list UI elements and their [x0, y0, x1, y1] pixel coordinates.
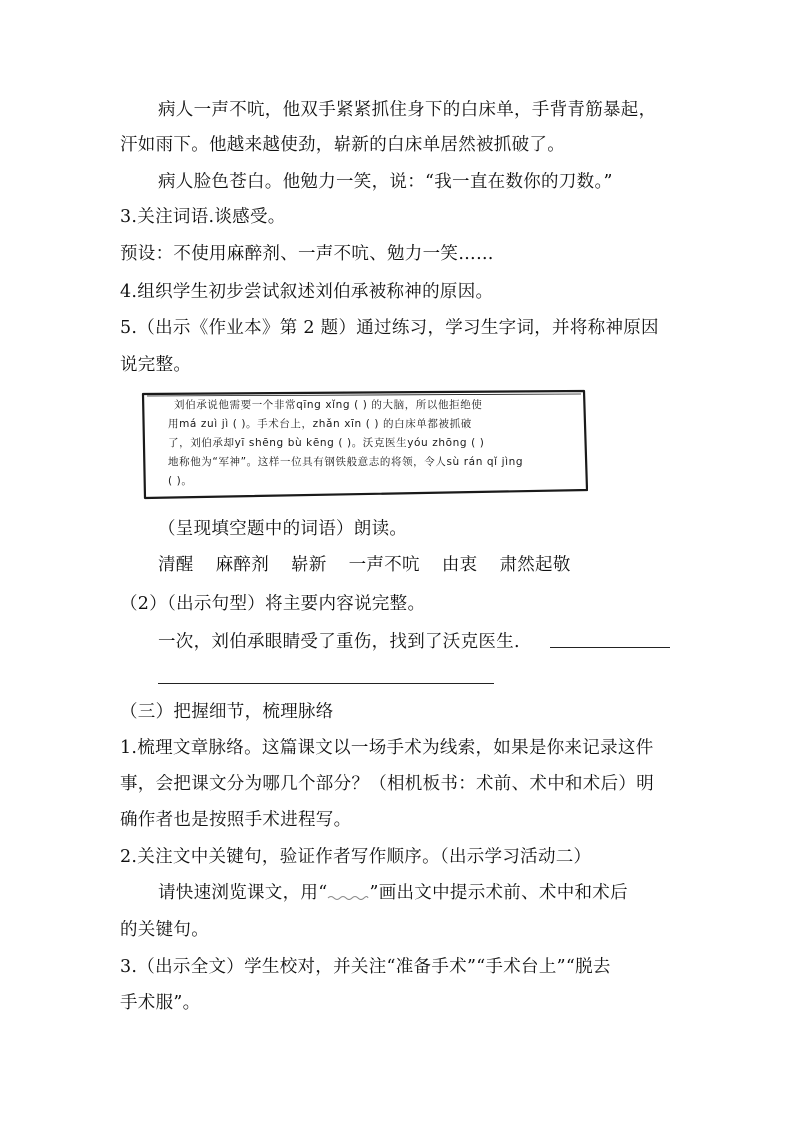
- read-intro: （呈现填空题中的词语）朗读。: [158, 519, 408, 539]
- step-3: 3.关注词语.谈感受。: [120, 207, 286, 227]
- item-1-cont: 确作者也是按照手术进程写。: [120, 810, 352, 830]
- sentence-pattern: 一次，刘伯承眼睛受了重伤，找到了沃克医生.: [158, 632, 520, 652]
- passage-line: 汗如雨下。他越来越使劲，崭新的白床单居然被抓破了。: [120, 135, 565, 155]
- item-3-cont: 手术服”。: [120, 993, 201, 1013]
- word: 清醒: [158, 555, 194, 575]
- blank-line: [158, 683, 494, 684]
- step-5-cont: 说完整。: [120, 355, 192, 375]
- item-3: 3.（出示全文）学生校对，并关注“准备手术”“手术台上”“脱去: [120, 957, 611, 977]
- exercise-line: 刘伯承说他需要一个非常qīng xǐng ( ) 的大脑，所以他拒绝使: [174, 399, 483, 411]
- instruction-text: ”画出文中提示术前、术中和术后: [369, 883, 628, 903]
- exercise-line: 用má zuì jì ( )。手术台上，zhǎn xīn ( ) 的白床单都被抓破: [168, 418, 472, 430]
- item-2: （2）（出示句型）将主要内容说完整。: [120, 594, 426, 614]
- word: 由衷: [441, 555, 478, 575]
- item-2-instruction: [158, 881, 628, 905]
- exercise-card: [140, 388, 588, 500]
- blank-line: [550, 647, 670, 648]
- item-1-cont: 事，会把课文分为哪几个部分？（相机板书：术前、术中和术后）明: [120, 774, 654, 794]
- word: 崭新: [291, 555, 327, 575]
- instruction-text: 请快速浏览课文，用“: [158, 883, 328, 903]
- wavy-underline-icon: [327, 890, 369, 900]
- exercise-line: 了，刘伯承却yī shēng bù kēng ( )。沃克医生yóu zhōng ( ): [168, 437, 485, 449]
- word: 麻醉剂: [215, 555, 270, 575]
- exercise-line: 地称他为“军神”。这样一位具有钢铁般意志的将领，令人sù rán qǐ jìng: [168, 456, 524, 468]
- item-2-instruction-cont: 的关键句。: [120, 920, 209, 940]
- step-4: 4.组织学生初步尝试叙述刘伯承被称神的原因。: [120, 282, 494, 302]
- passage-line: 病人脸色苍白。他勉力一笑，说：“我一直在数你的刀数。”: [158, 172, 613, 192]
- word: 一声不吭: [348, 555, 420, 575]
- item-2: 2.关注文中关键句，验证作者写作顺序。（出示学习活动二）: [120, 847, 592, 867]
- section-heading: （三）把握细节，梳理脉络: [120, 702, 334, 722]
- exercise-line: ( )。: [168, 475, 193, 487]
- word-list: [158, 553, 593, 577]
- passage-line: 病人一声不吭，他双手紧紧抓住身下的白床单，手背青筋暴起，: [158, 100, 657, 120]
- item-1: 1.梳理文章脉络。这篇课文以一场手术为线索，如果是你来记录这件: [120, 738, 654, 758]
- step-3-preset: 预设：不使用麻醉剂、一声不吭、勉力一笑……: [120, 244, 494, 264]
- word: 肃然起敬: [499, 555, 571, 575]
- step-5: 5.（出示《作业本》第 2 题）通过练习，学习生字词，并将称神原因: [120, 318, 659, 338]
